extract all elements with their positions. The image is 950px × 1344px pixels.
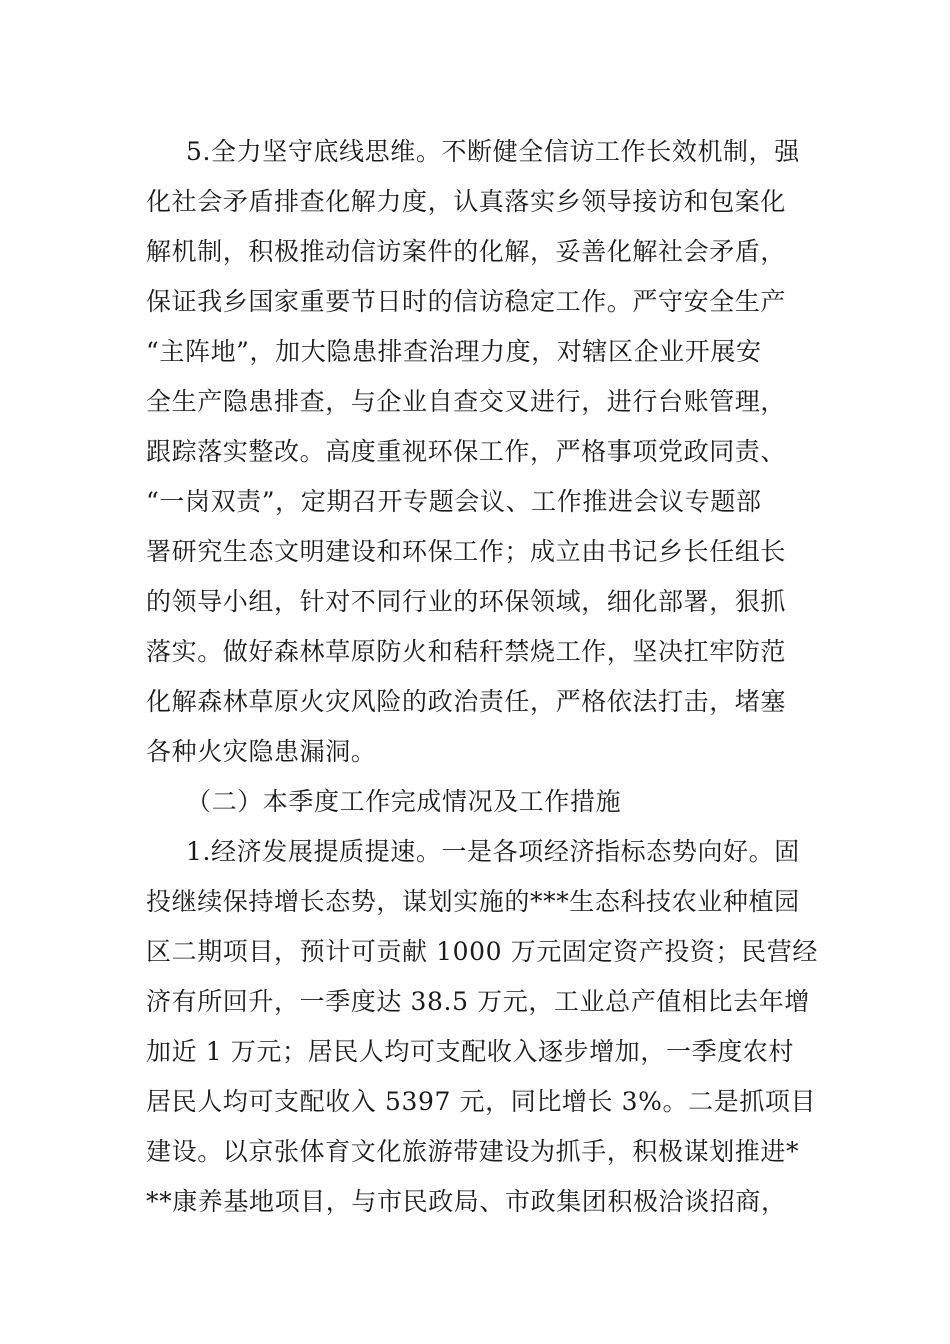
paragraph-5-line-5: “主阵地”，加大隐患排查治理力度，对辖区企业开展安 bbox=[146, 337, 762, 366]
paragraph-5-line-4: 保证我乡国家重要节日时的信访稳定工作。严守安全生产 bbox=[146, 287, 787, 316]
paragraph-5-line-12: 化解森林草原火灾风险的政治责任，严格依法打击，堵塞 bbox=[146, 687, 787, 716]
paragraph-5-line-1: 5.全力坚守底线思维。不断健全信访工作长效机制，强 bbox=[186, 137, 800, 166]
section-heading: （二）本季度工作完成情况及工作措施 bbox=[186, 787, 622, 816]
paragraph-1-line-6: 居民人均可支配收入 5397 元，同比增长 3%。二是抓项目 bbox=[146, 1087, 817, 1116]
paragraph-1-line-3: 区二期项目，预计可贡献 1000 万元固定资产投资；民营经 bbox=[146, 937, 818, 966]
paragraph-1-line-5: 加近 1 万元；居民人均可支配收入逐步增加，一季度农村 bbox=[146, 1037, 795, 1066]
paragraph-5-line-10: 的领导小组，针对不同行业的环保领域，细化部署，狠抓 bbox=[146, 587, 787, 616]
paragraph-5-line-3: 解机制，积极推动信访案件的化解，妥善化解社会矛盾， bbox=[146, 237, 787, 266]
paragraph-1-line-1: 1.经济发展提质提速。一是各项经济指标态势向好。固 bbox=[186, 837, 800, 866]
paragraph-1-line-8: **康养基地项目，与市民政局、市政集团积极洽谈招商， bbox=[146, 1187, 787, 1216]
paragraph-5-line-11: 落实。做好森林草原防火和秸秆禁烧工作，坚决扛牢防范 bbox=[146, 637, 787, 666]
paragraph-1-line-4: 济有所回升，一季度达 38.5 万元，工业总产值相比去年增 bbox=[146, 987, 810, 1016]
paragraph-5-line-8: “一岗双责”，定期召开专题会议、工作推进会议专题部 bbox=[146, 487, 762, 516]
paragraph-5-line-6: 全生产隐患排查，与企业自查交叉进行，进行台账管理， bbox=[146, 387, 787, 416]
paragraph-5-line-13: 各种火灾隐患漏洞。 bbox=[146, 737, 377, 766]
paragraph-1-line-2: 投继续保持增长态势，谋划实施的***生态科技农业种植园 bbox=[146, 887, 800, 916]
paragraph-1-line-7: 建设。以京张体育文化旅游带建设为抓手，积极谋划推进* bbox=[146, 1137, 800, 1166]
paragraph-5-line-9: 署研究生态文明建设和环保工作；成立由书记乡长任组长 bbox=[146, 537, 787, 566]
paragraph-5-line-2: 化社会矛盾排查化解力度，认真落实乡领导接访和包案化 bbox=[146, 187, 787, 216]
paragraph-5-line-7: 跟踪落实整改。高度重视环保工作，严格事项党政同责、 bbox=[146, 437, 787, 466]
